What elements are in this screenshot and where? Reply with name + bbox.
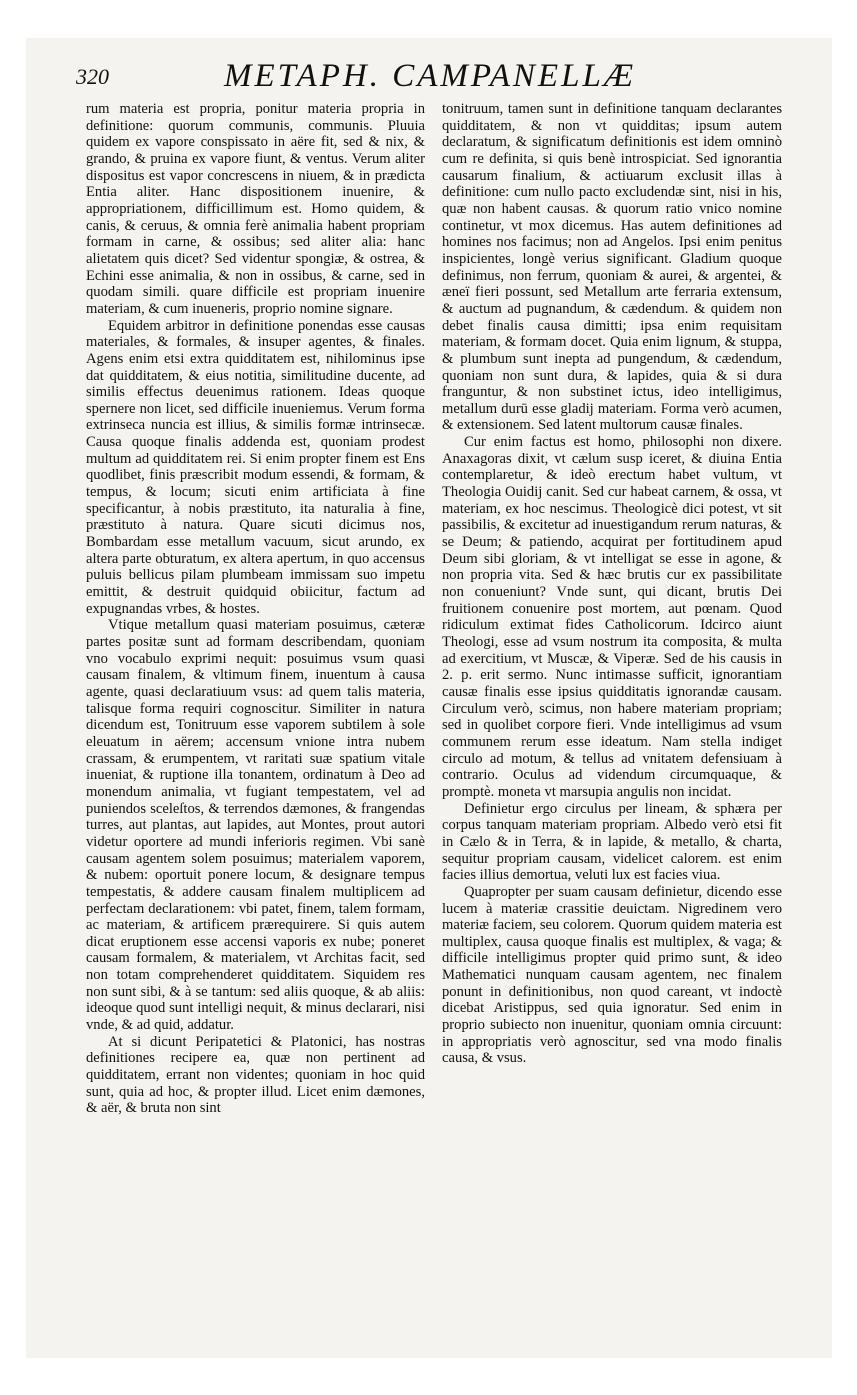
right-paragraph-3: Definietur ergo circulus per lineam, & sphæra per corpus tanquam materiam propriam. Albedo verò etsi fit in Cælo & in Terra, & in lapide, & metallo, & charta, sequitur propriam causam, videlicet calorem. est enim facies illius demortua, veluti lux est facies viua. [442, 800, 782, 884]
page-header [76, 58, 676, 98]
right-column [442, 101, 782, 1067]
left-column [86, 101, 425, 1117]
right-paragraph-4: Quapropter per suam causam definietur, dicendo esse lucem à materiæ crassitie deuictam. Nigredinem vero materiæ faciem, seu colorem. Quorum quidem materia est multiplex, causa quoque finalis est multiplex, & vaga; & difficile intelligimus propter quid primo sunt, & ideo Mathematici nunquam causam agentem, nec finalem ponunt in definitionibus, non quod careant, vt indoctè dicebat Aristippus, sed quia ignoratur. Sed enim in proprio subiecto non inuenitur, quoniam omnia circuunt: in appropriatis verò agnoscitur, sed vna modo finalis causa, & vsus. [442, 883, 782, 1067]
page-number: 320 [76, 64, 109, 89]
left-paragraph-2: Equidem arbitror in definitione ponendas esse causas materiales, & formales, & insuper agentes, & finales. Agens enim etsi extra quidditatem est, nihilominus ipse dat quidditatem, & eius notitia, similitudine ducente, ad similis effectus deuenimus rationem. Ideas quoque spernere non licet, sed difficile inueniemus. Verum forma extrinseca nuncia est illius, & similis formæ intrinsecæ. Causa quoque finalis addenda est, quoniam prodest multum ad quidditatem rei. Si enim propter finem est Ens quodlibet, finis præscribit modum essendi, & formam, & tempus, & locum; sicuti enim artificiata à fine specificantur, à nobis præstituto, ita naturalia à fine, præstituto à natura. Quare sicuti dicimus nos, Bombardam esse metallum vacuum, sicut arundo, ex altera parte obturatum, ex altera apertum, in quo accensus puluis bellicus pilam plumbeam immissam suo impetu emittit, & destruit quidquid obiicitur, factum ad expugnandas vrbes, & hostes. [86, 317, 425, 617]
left-paragraph-1: rum materia est propria, ponitur materia propria in definitione: quorum communis, communis. Pluuia quidem ex vapore conspissato in aëre fit, sed & nix, & grando, & pruina ex vapore fiunt, & ventus. Verum aliter dispositus est vapor concrescens in niuem, & in prædicta Entia aliter. Hanc dispositionem inuenire, & appropriationem, difficillimum est. Homo quidem, & canis, & ceruus, & omnia ferè animalia habent propriam formam in carne, & ossibus; sed aliter alia: hanc alietatem quis dicet? Sed videntur spongiæ, & ostrea, & Echini esse animalia, & non in ossibus, & carne, sed in quodam simili. quare difficile est propriam inuenire materiam, & cum inueneris, proprio nomine signare. [86, 101, 425, 317]
left-paragraph-3: Vtique metallum quasi materiam posuimus, cæteræ partes positæ sunt ad formam describendam, quoniam vno vocabulo exprimi nequit: posuimus vsum quasi causam finalem, & vltimum finem, inuentum à causa agente, quasi declaratiuum vsus: ad quem talis materia, talisque forma requiri cognoscitur. Similiter in natura dicendum est, Tonitruum esse vaporem subtilem à sole eleuatum in aërem; accensum vnione intra nubem crassam, & erumpentem, vt raritati suæ spatium vitale inueniat, & ruptione illa tonantem, ordinatum à Deo ad monendum animalia, vt fugiant tempestatem, vel ad puniendos sceleſtos, & terrendos dæmones, & frangendas turres, aut plantas, aut lapides, aut Montes, prout autori videtur oportere ad mundi inferioris regimen. Vbi sanè causam agentem solem posuimus; materialem vaporem, & nubem: oportuit ponere locum, & designare tempus tempestatis, & addere causam finalem multiplicem ad perfectam declarationem: vbi patet, finem, talem formam, ac materiam, & artificem prærequirere. Si quis autem dicat eruptionem esse accensi vaporis ex nube; poneret causam formalem, & materialem, vt Architas facit, sed non totam comprehenderet quidditatem. Siquidem res non sunt sibi, & à se tantum: sed aliis quoque, & ab aliis: ideoque quod sunt intelligi nequit, & minus declarari, nisi vnde, & ad quid, addatur. [86, 617, 425, 1034]
right-paragraph-2: Cur enim factus est homo, philosophi non dixere. Anaxagoras dixit, vt cælum susp iceret, & diuina Entia contemplaretur, & ideò erectum habet vultum, vt Theologia Ouidij canit. Sed cur habeat carnem, & ossa, vt materiam, ex hoc nescimus. Theologicè dici potest, vt sit passibilis, & excitetur ad inuestigandum rerum naturas, & se Deum; & patiendo, acquirat per fortitudinem apud Deum sibi gloriam, & vt intelligat se esse in agone, & non propria vita. Sed & hæc brutis cur ex passibilitate non conueniunt? Vnde sunt, qui dicant, brutis Dei fruitionem conuenire post mortem, aut pœnam. Quod ridiculum extimat fides Catholicorum. Idcirco aiunt Theologi, esse ad vsum nostrum ita composita, & multa ad exercitium, vt Muscæ, & Viperæ. Sed de his causis in 2. p. erit sermo. Nunc intimasse sufficit, ignorantiam causæ finalis esse ipsius quidditatis ignorandæ causam. Circulum verò, scimus, non habere materiam propriam; sed in quolibet corpore fieri. Vnde intelligimus ad vsum communem rerum esse ideatum. Nam stella indiget circulo ad motum, & tellus ad vnitatem defensiuam à contrario. Oculus ad videndum circumquaque, & promptè. moneta vt marsupia angulis non incidat. [442, 434, 782, 800]
right-paragraph-1: tonitruum, tamen sunt in definitione tanquam declarantes quidditatem, & non vt quidditas; ipsum autem declaratum, & significatum definitionis est idem omninò cum re definita, si quis benè introspiciat. Sed ignorantia causarum finalium, & actiuarum exclusit illas à definitione: cum nullo pacto excludendæ sint, nisi in his, quæ non habent causas. & quorum ratio vnico nomine continetur, vt mox dicemus. Has autem definitiones ad homines nos facimus; non ad Angelos. Ipsi enim penitus inspicientes, longè verius significant. Gladium quoque definimus, non ferrum, quoniam & aurei, & argentei, & æneï fieri possunt, sed Metallum arte ferraria extensum, & auctum ad pugnandum, & cædendum. & quidem non debet finalis causa dimitti; ipsa enim requisitam materiam, & formam docet. Quia enim lignum, & stuppa, & plumbum sunt inepta ad pungendum, & cædendum, quoniam non sunt dura, & lapides, quia & si dura franguntur, & non substinet ictus, ideo intelligimus, metallum durū esse gladij materiam. Forma verò acumen, & extensionem. Sed latent multorum causæ finales. [442, 101, 782, 434]
running-title: METAPH. CAMPANELLÆ [224, 58, 637, 94]
left-paragraph-4: At si dicunt Peripatetici & Platonici, has nostras definitiones recipere ea, quæ non pertinent ad quidditatem, errant non videntes; quoniam in hoc quid sunt, quia ad hoc, & propter illud. Licet enim dæmones, & aër, & bruta non sint [86, 1033, 425, 1117]
